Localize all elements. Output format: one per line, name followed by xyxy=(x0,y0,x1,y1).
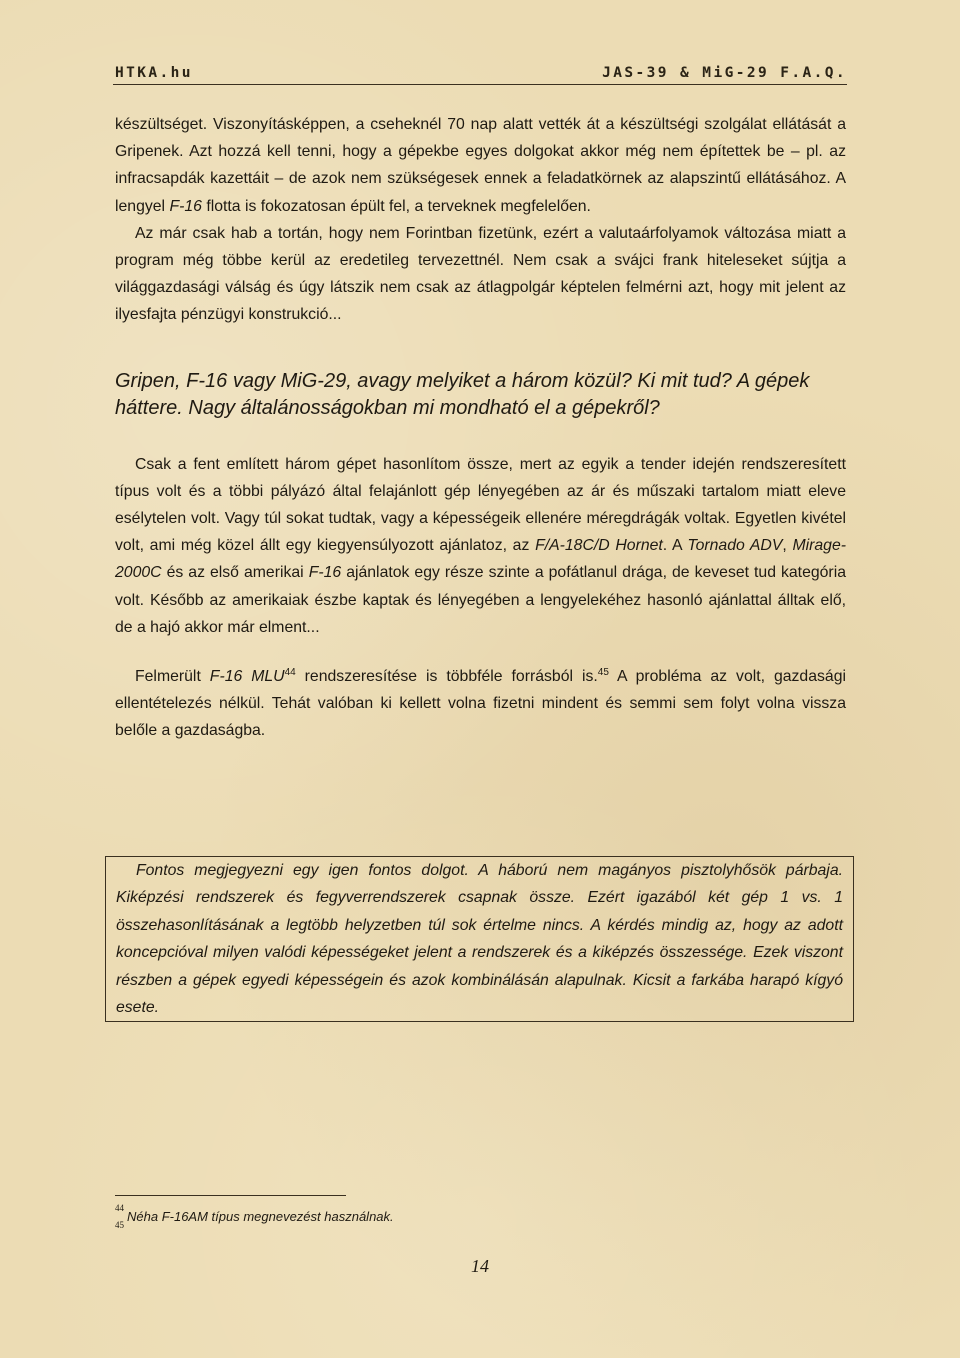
text-run: flotta is fokozatosan épült fel, a terveknek megfelelően. xyxy=(201,197,591,215)
text-run: ajánlatok egy része szinte a pofátlanul drága, de keveset tud kategória volt. Később az amerikaiak észbe kaptak és lényegében a lengyelekéhez hasonló ajánlattal álltak elő, de a hajó akkor már elment... xyxy=(115,564,846,636)
text-run: Csak a fent említett három gépet hasonlítom össze, mert az egyik a tender idején rendszeresített típus volt és a többi pályázó által felajánlott gép lényegében az ár és műszaki tartalom miatt eleve esélytelen volt. Vagy túl sokat tudtak, vagy a képességeik ellenére méregdrágák voltak. Egyetlen kivétel volt, ami még közel állt egy kiegyensúlyozott ajánlatoz, az xyxy=(115,455,846,555)
footnote-text: Néha F-16AM típus megnevezést használnak. xyxy=(127,1209,394,1224)
text-run: , xyxy=(782,537,793,555)
section-heading: Gripen, F-16 vagy MiG-29, avagy melyiket a három közül? Ki mit tud? A gépek háttere. Nagy általánosságokban mi mondható el a gépekről? xyxy=(115,369,810,420)
footnote-ref-44[interactable]: 44 xyxy=(284,667,296,679)
paragraph-3 xyxy=(115,451,846,641)
note-text: Fontos megjegyezni egy igen fontos dolgot. A háború nem magányos pisztolyhősök párbaja. Kiképzési rendszerek és fegyverrendszerek csapnak össze. Ezért igazából két gép 1 vs. 1 összehasonlításának a legtöbb helyzetben túl sok értelme nincs. A kérdés mindig az, hogy az adott koncepcióval milyen valódi képességeket jelent a rendszerek és a kiképzés összessége. Ezek viszont részben a gépek egyedi képességein és azok kombinálásán alapulnak. Kicsit a farkába harapó kígyó esete. xyxy=(116,862,843,1017)
paragraph-4 xyxy=(115,663,846,745)
text-run: rendszeresítése is többféle forrásból is. xyxy=(295,668,598,686)
paragraph-2: Az már csak hab a tortán, hogy nem Forintban fizetünk, ezért a valutaárfolyamok változása miatt a program még többe kerül az eredetileg tervezettnél. Nem csak a svájci frank hiteleseket sújtja a világgazdasági válság és úgy látszik nem csak az átlagpolgár képtelen felmérni azt, hogy mit jelent az ilyesfajta pénzügyi konstrukció... xyxy=(115,224,846,324)
footnote-separator xyxy=(115,1195,346,1196)
aircraft-name: F/A-18C/D Hornet xyxy=(535,537,663,555)
text-run: és az első amerikai xyxy=(161,564,309,582)
page-number: 14 xyxy=(471,1256,489,1276)
aircraft-name: Tornado ADV xyxy=(687,537,783,555)
footnote-number: 44 xyxy=(115,1203,124,1213)
footnotes xyxy=(115,1203,394,1237)
aircraft-name: F-16 MLU xyxy=(209,668,285,686)
header-site-name: HTKA.hu xyxy=(115,65,193,81)
text-run: A probléma az volt, gazdasági ellentételezés nélkül. Tehát valóban ki kellett volna fizetni mindent és semmi sem folyt volna vissza belőle a gazdaságba. xyxy=(115,668,846,740)
footnote-45 xyxy=(115,1220,394,1237)
text-run: készültséget. Viszonyításképpen, a cseheknél 70 nap alatt vették át a készültségi szolgálat ellátását a Gripenek. Azt hozzá kell tenni, hogy a gépekbe egyes dolgokat akkor még nem építettek be – pl. az infracsapdák kazettáit – de azok nem szükségesek ennek a feladatkörnek az alapszintű ellátásához. A lengyel xyxy=(115,116,846,215)
text-run: Felmerült xyxy=(135,668,210,686)
paragraph-1 xyxy=(115,111,846,220)
footnote-ref-45[interactable]: 45 xyxy=(597,667,609,679)
header-rule xyxy=(113,84,847,85)
header-document-title: JAS-39 & MiG-29 F.A.Q. xyxy=(602,65,847,81)
running-header xyxy=(115,57,847,81)
footnote-44 xyxy=(115,1203,394,1224)
footnote-number: 45 xyxy=(115,1220,124,1230)
text-run: . A xyxy=(662,537,688,555)
aircraft-name: Mirage-2000C xyxy=(115,537,846,582)
note-box xyxy=(105,856,854,1022)
main-content xyxy=(115,111,846,745)
aircraft-name: F-16 xyxy=(169,197,202,215)
aircraft-name: F-16 xyxy=(308,564,342,582)
